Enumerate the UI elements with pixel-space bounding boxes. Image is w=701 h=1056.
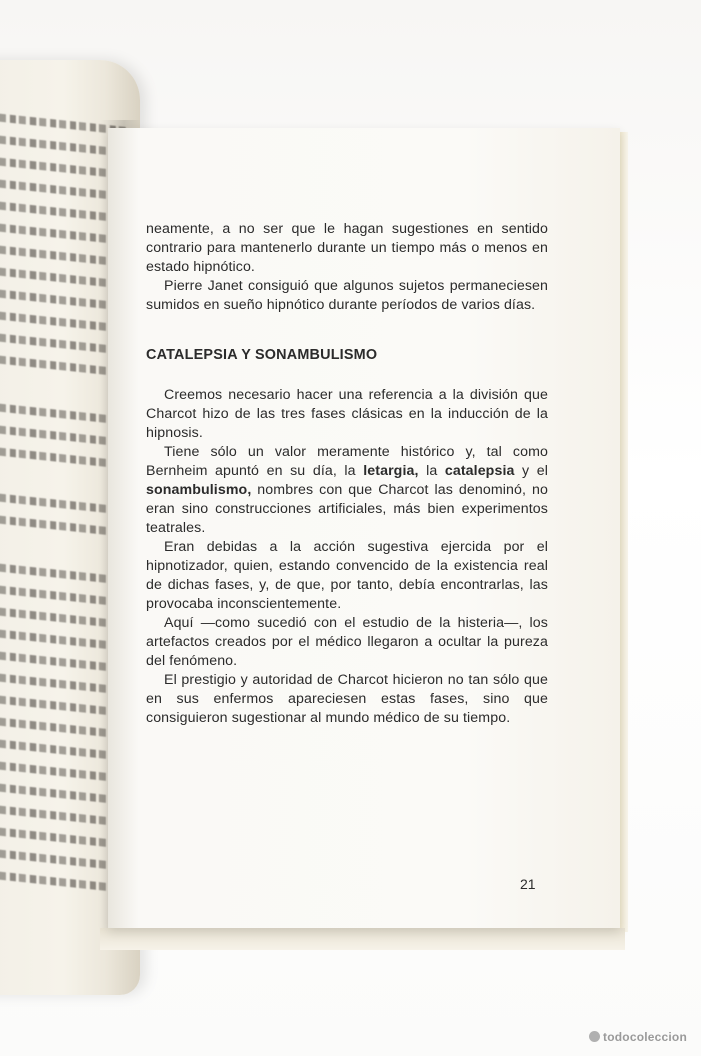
bold-term: sonambulismo, (146, 482, 252, 498)
book-cover-bottom (100, 928, 625, 950)
paragraph: Pierre Janet consiguió que algunos sujetos permaneciesen sumidos en sueño hipnótico durante períodos de varios días. (146, 278, 548, 313)
paragraph: Creemos necesario hacer una referencia a la división que Charcot hizo de las tres fases clásicas en la inducción de la hipnosis. (146, 387, 548, 441)
paragraph: Eran debidas a la acción sugestiva ejercida por el hipnotizador, quien, estando convencido de la existencia real de dichas fases, y, de que, por tanto, debía encontrarlas, las provocaba inconscientemente. (146, 539, 548, 612)
paragraph: neamente, a no ser que le hagan sugestiones en sentido contrario para mantenerlo durante un tiempo más o menos en estado hipnótico. (146, 221, 548, 275)
paragraph (146, 443, 548, 538)
bold-term: letargia, (363, 463, 419, 479)
watermark-text: todocoleccion (603, 1030, 687, 1044)
bold-term: catalepsia (444, 463, 515, 479)
paragraph-text: nombres con que Charcot las denominó, no eran sino construcciones artificiales, más bien experimentos teatrales. (146, 482, 548, 536)
paragraph-text: la (418, 463, 445, 479)
page-text (146, 220, 548, 728)
paragraph: Aquí —como sucedió con el estudio de la histeria—, los artefactos creados por el médico llegaron a ocultar la pureza del fenómeno. (146, 615, 548, 669)
page-number: 21 (520, 876, 536, 892)
paragraph-text: y el (514, 463, 548, 479)
watermark-logo-icon (589, 1031, 600, 1042)
paragraph: El prestigio y autoridad de Charcot hicieron no tan sólo que en sus enfermos apareciesen estas fases, sino que consiguieron sugestionar al mundo médico de su tiempo. (146, 672, 548, 726)
paragraph-text: Tiene sólo un valor meramente histórico y, tal como Bernheim apuntó en su día, la (146, 444, 548, 479)
section-heading: CATALEPSIA Y SONAMBULISMO (146, 347, 378, 363)
watermark (589, 1030, 687, 1044)
